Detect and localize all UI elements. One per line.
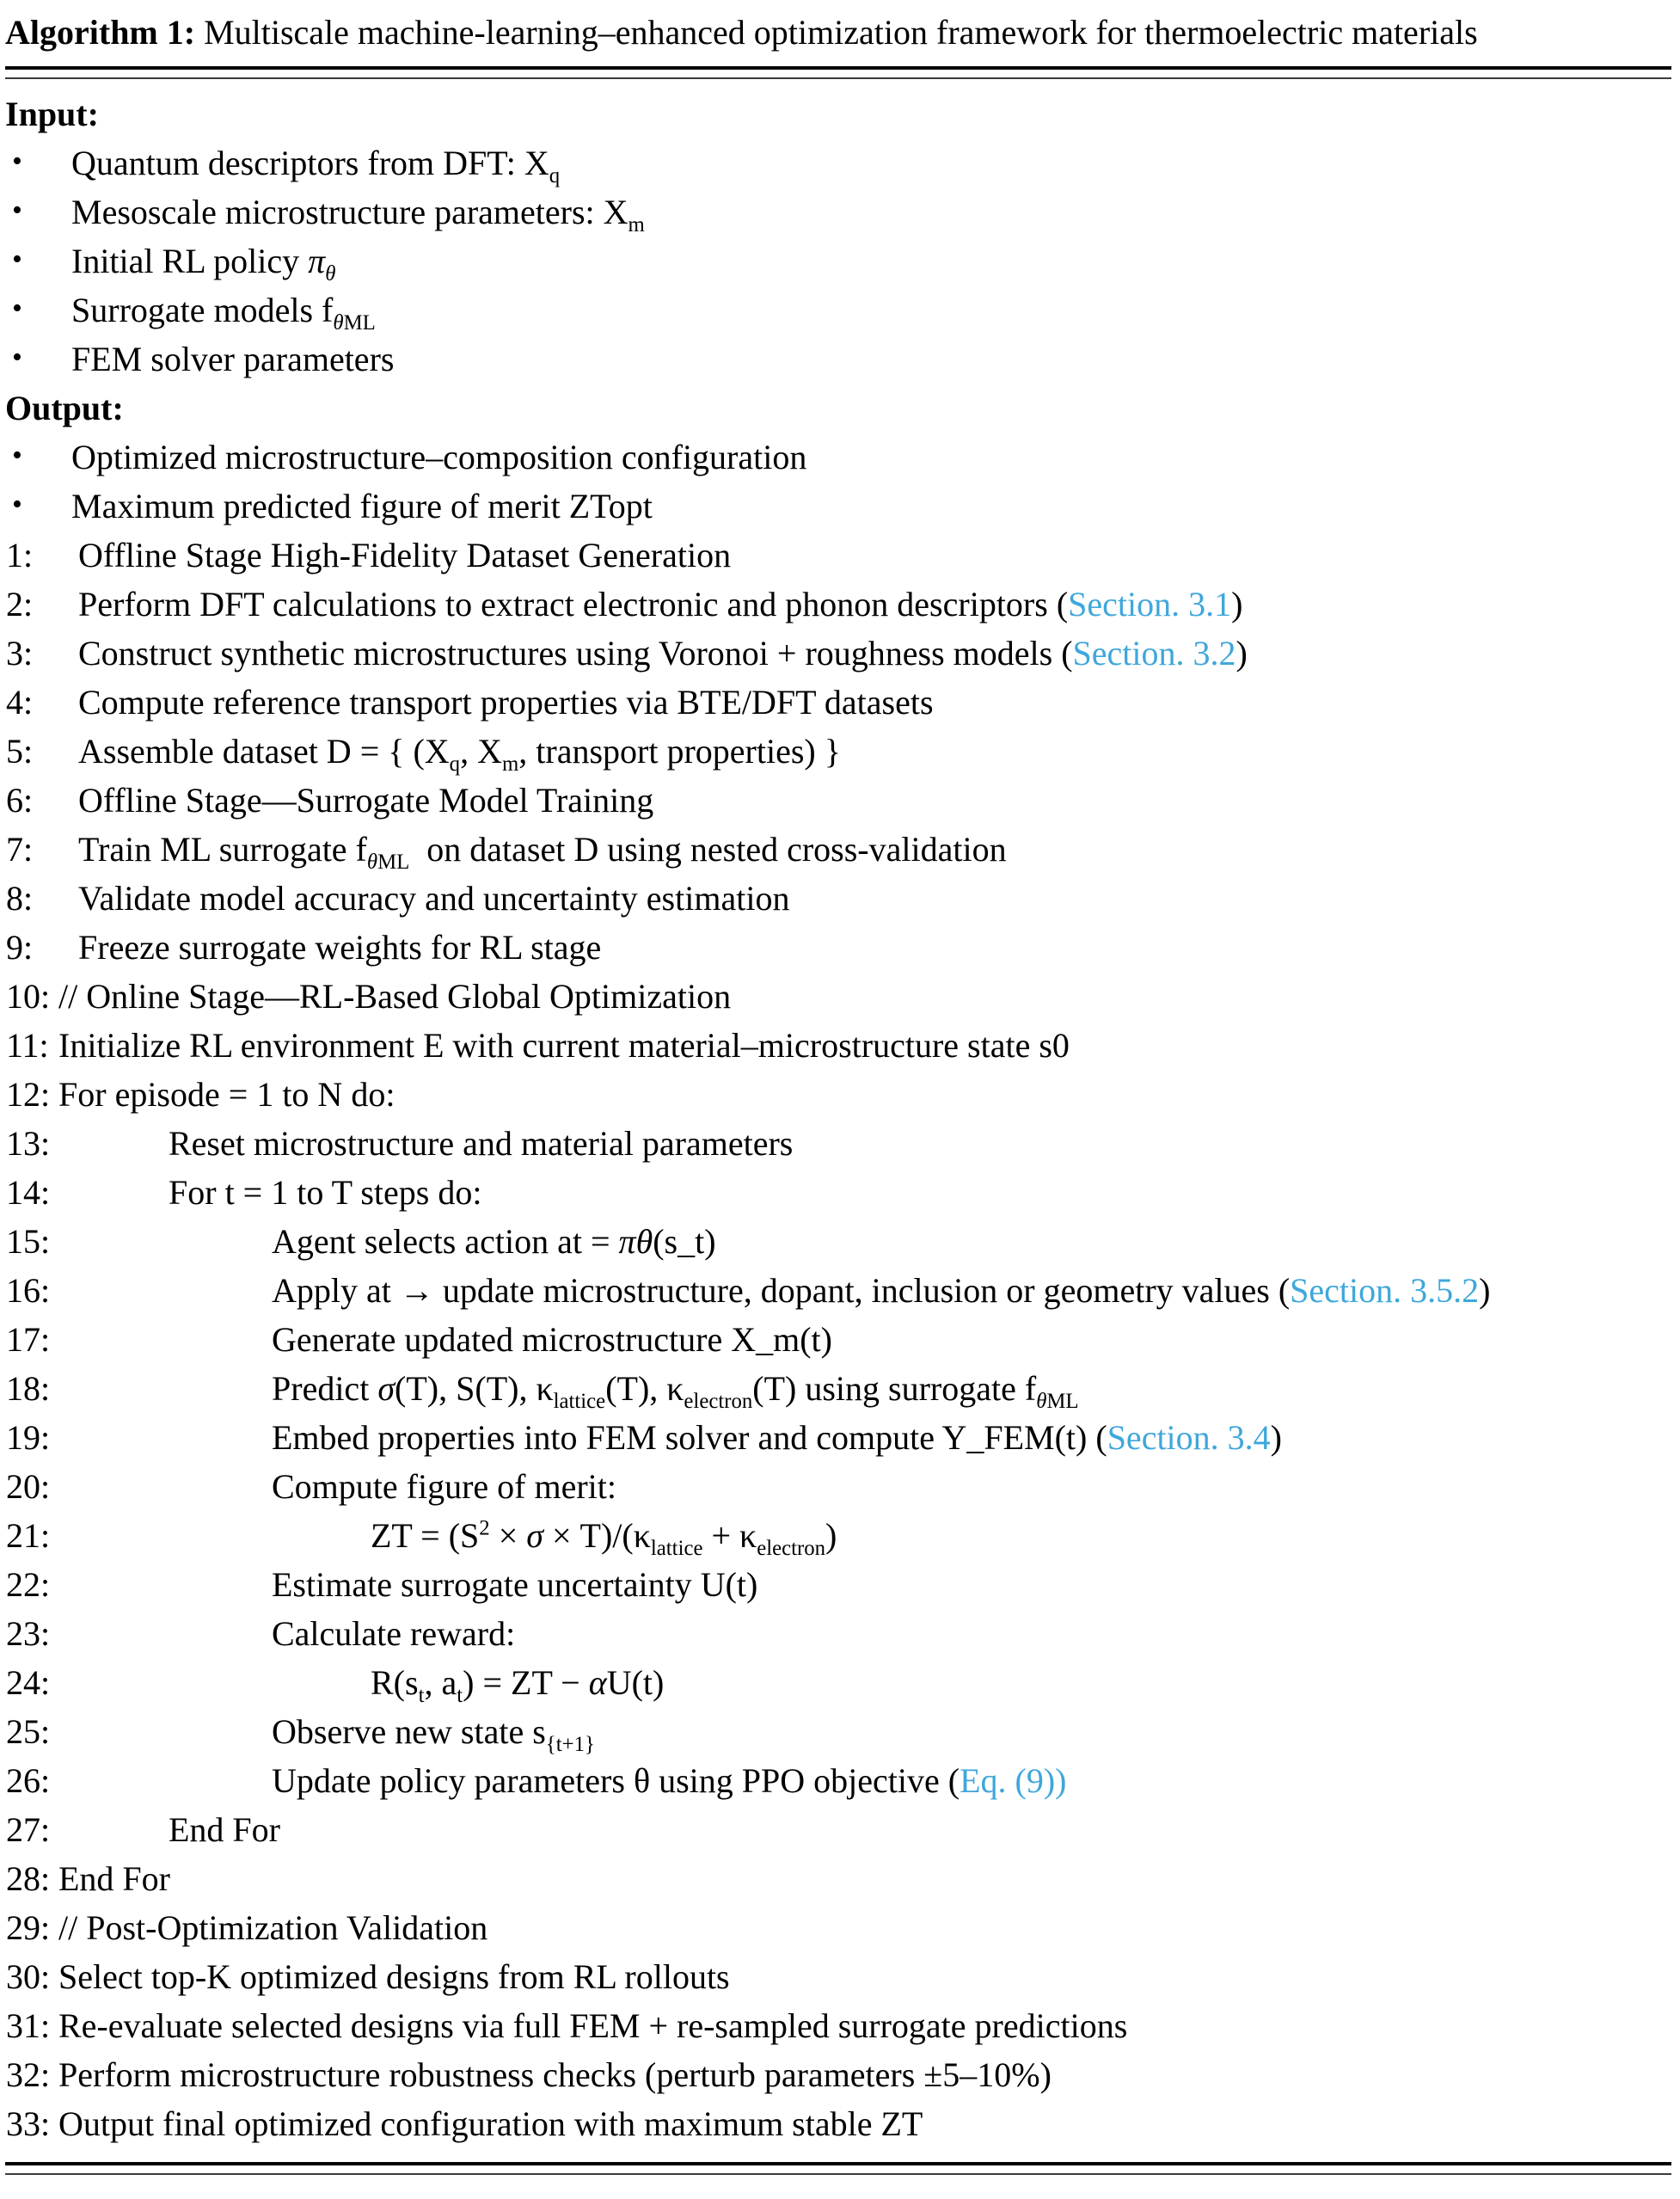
text-segment: Update policy parameters θ using PPO objective ( <box>272 1761 960 1800</box>
text-segment: Offline Stage—Surrogate Model Training <box>78 781 654 820</box>
algo-line-1 <box>5 531 1671 580</box>
text-segment: Mesoscale microstructure parameters: X <box>71 193 628 231</box>
algo-line-3 <box>5 629 1671 678</box>
algo-line-9 <box>5 923 1671 972</box>
line-number: 2: <box>6 585 34 623</box>
text-segment: Output final optimized configuration with maximum stable ZT <box>58 2104 923 2143</box>
text-segment: θ <box>325 262 336 286</box>
line-number: 3: <box>6 634 34 673</box>
text-segment: Initial RL policy <box>71 242 309 280</box>
text-segment: πθ <box>618 1222 653 1261</box>
algo-line-2 <box>5 580 1671 629</box>
line-number: 18: <box>6 1369 51 1408</box>
line-number: 7: <box>6 830 34 869</box>
algorithm-title <box>5 7 1671 58</box>
algo-line-23 <box>5 1609 1671 1658</box>
section-link[interactable]: Section. 3.2 <box>1072 634 1236 673</box>
line-number: 4: <box>6 683 34 722</box>
line-number: 8: <box>6 879 34 918</box>
algo-line-24 <box>5 1658 1671 1707</box>
line-number: 17: <box>6 1320 51 1359</box>
text-segment: (T), κ <box>605 1369 684 1408</box>
algo-line-17 <box>5 1315 1671 1364</box>
text-segment: t <box>457 1684 463 1707</box>
text-segment: End For <box>169 1810 280 1849</box>
line-number: 14: <box>6 1173 51 1212</box>
text-segment: ) <box>1231 585 1243 623</box>
text-segment: Maximum predicted figure of merit ZTopt <box>71 487 653 525</box>
text-segment: Perform DFT calculations to extract electronic and phonon descriptors ( <box>78 585 1069 623</box>
line-content <box>272 1413 1282 1462</box>
text-segment: Reset microstructure and material parameters <box>169 1124 794 1163</box>
text-segment: on dataset D using nested cross-validation <box>409 830 1007 869</box>
bullet-text <box>71 286 376 335</box>
text-segment: Train ML surrogate f <box>78 830 367 869</box>
line-number: 33: <box>6 2104 51 2143</box>
line-content <box>78 923 601 972</box>
line-content <box>272 1462 616 1511</box>
line-number: 20: <box>6 1467 51 1506</box>
text-segment: θ <box>333 311 344 335</box>
text-segment: End For <box>58 1859 170 1898</box>
text-segment: {t+1} <box>545 1733 595 1756</box>
algorithm-body <box>5 531 1671 2148</box>
bullet-text <box>71 335 394 384</box>
text-segment: Assemble dataset D = { (X <box>78 732 450 771</box>
bullet-text <box>71 482 653 531</box>
text-segment: U(t) <box>606 1663 665 1702</box>
text-segment: For episode = 1 to N do: <box>58 1075 395 1114</box>
text-segment: ) <box>1270 1418 1282 1457</box>
text-segment: electron <box>684 1390 753 1413</box>
algorithm-title-text: Multiscale machine-learning–enhanced optimization framework for thermoelectric materials <box>195 13 1478 52</box>
text-segment: (s_t) <box>653 1222 716 1261</box>
algo-line-21 <box>5 1511 1671 1560</box>
algo-line-28 <box>5 1854 1671 1903</box>
line-content <box>272 1364 1079 1413</box>
text-segment: Surrogate models f <box>71 291 334 329</box>
line-content <box>169 1119 793 1168</box>
line-number: 25: <box>6 1712 51 1751</box>
text-segment: ) <box>1235 634 1248 673</box>
text-segment: ) <box>1479 1271 1491 1310</box>
line-number: 21: <box>6 1516 51 1555</box>
section-link[interactable]: Section. 3.1 <box>1068 585 1232 623</box>
line-number: 28: <box>6 1859 51 1898</box>
line-content <box>78 776 653 825</box>
text-segment: Agent selects action at = <box>272 1222 619 1261</box>
line-content <box>78 531 731 580</box>
line-number: 9: <box>6 928 34 967</box>
text-segment: θ <box>366 851 378 874</box>
line-number: 19: <box>6 1418 51 1457</box>
text-segment: Quantum descriptors from DFT: X <box>71 144 549 182</box>
algo-line-19 <box>5 1413 1671 1462</box>
text-segment: Construct synthetic microstructures using Voronoi + roughness models ( <box>78 634 1073 673</box>
text-segment: R(s <box>371 1663 419 1702</box>
text-segment: Embed properties into FEM solver and compute Y_FEM(t) ( <box>272 1418 1107 1457</box>
line-content <box>272 1266 1490 1315</box>
text-segment: For t = 1 to T steps do: <box>169 1173 482 1212</box>
text-segment: lattice <box>553 1390 606 1413</box>
text-segment: Calculate reward: <box>272 1614 516 1653</box>
bullet-icon: • <box>12 292 22 324</box>
bullet-item <box>5 236 1671 286</box>
text-segment: Predict <box>272 1369 378 1408</box>
text-segment: Observe new state s <box>272 1712 546 1751</box>
text-segment: FEM solver parameters <box>71 340 395 378</box>
line-number: 6: <box>6 781 34 820</box>
text-segment: π <box>308 242 326 280</box>
bullet-text <box>71 433 806 482</box>
text-segment: Initialize RL environment E with current material–microstructure state s0 <box>58 1026 1070 1065</box>
line-content <box>78 825 1007 874</box>
algo-line-10 <box>5 972 1671 1021</box>
text-segment: σ <box>526 1516 543 1555</box>
algo-line-27 <box>5 1805 1671 1854</box>
text-segment: q <box>449 752 461 776</box>
line-number: 31: <box>6 2006 51 2045</box>
line-content <box>272 1315 832 1364</box>
line-number: 22: <box>6 1565 51 1604</box>
algo-line-20 <box>5 1462 1671 1511</box>
algo-line-22 <box>5 1560 1671 1609</box>
text-segment: ZT = (S <box>371 1516 480 1555</box>
bullet-item <box>5 138 1671 187</box>
line-content <box>371 1658 664 1707</box>
line-content <box>78 580 1242 629</box>
line-content <box>169 1168 481 1217</box>
output-list <box>5 433 1671 531</box>
algo-line-7 <box>5 825 1671 874</box>
text-segment: , transport properties) } <box>518 732 841 771</box>
section-link[interactable]: Section. 3.5.2 <box>1290 1271 1480 1310</box>
text-segment: + κ <box>702 1516 757 1555</box>
line-number: 32: <box>6 2055 51 2094</box>
text-segment: Perform microstructure robustness checks (perturb parameters ±5–10%) <box>58 2055 1052 2094</box>
text-segment: α <box>588 1663 607 1702</box>
line-number: 11: <box>6 1026 49 1065</box>
text-segment: ML <box>1046 1390 1079 1413</box>
text-segment: // Online Stage—RL-Based Global Optimization <box>58 977 732 1016</box>
input-header: Input: <box>5 95 99 133</box>
algo-line-8 <box>5 874 1671 923</box>
bullet-text <box>71 236 335 286</box>
line-number: 13: <box>6 1124 51 1163</box>
line-number: 12: <box>6 1075 51 1114</box>
algo-line-11 <box>5 1021 1671 1070</box>
line-content <box>58 1854 170 1903</box>
line-number: 23: <box>6 1614 51 1653</box>
text-segment: Compute reference transport properties via BTE/DFT datasets <box>78 683 934 722</box>
section-link[interactable]: Section. 3.4 <box>1107 1418 1271 1457</box>
line-content <box>58 2099 923 2148</box>
line-number: 5: <box>6 732 34 771</box>
text-segment: Offline Stage High-Fidelity Dataset Generation <box>78 536 732 574</box>
bullet-icon: • <box>12 341 22 373</box>
text-segment: Estimate surrogate uncertainty U(t) <box>272 1565 758 1604</box>
text-segment: Select top-K optimized designs from RL rollouts <box>58 1957 730 1996</box>
line-content <box>58 972 731 1021</box>
line-content <box>272 1707 595 1756</box>
bullet-icon: • <box>12 243 22 275</box>
line-content <box>78 874 789 923</box>
section-link[interactable]: Eq. (9)) <box>960 1761 1067 1800</box>
text-segment: , a <box>424 1663 457 1702</box>
text-segment: lattice <box>650 1537 703 1560</box>
text-segment: electron <box>757 1537 826 1560</box>
line-number: 16: <box>6 1271 51 1310</box>
line-number: 10: <box>6 977 51 1016</box>
bullet-icon: • <box>12 439 22 471</box>
text-segment: (T) using surrogate f <box>752 1369 1037 1408</box>
text-segment: θ <box>1036 1390 1047 1413</box>
bullet-item <box>5 286 1671 335</box>
text-segment: Apply at → update microstructure, dopant, inclusion or geometry values ( <box>272 1271 1291 1310</box>
line-content <box>371 1511 837 1560</box>
line-number: 24: <box>6 1663 51 1702</box>
bullet-item <box>5 482 1671 531</box>
top-double-rule <box>5 66 1671 79</box>
text-segment: , X <box>460 732 502 771</box>
algorithm-label: Algorithm 1: <box>5 13 196 52</box>
line-content <box>78 727 841 776</box>
text-segment: σ <box>377 1369 395 1408</box>
output-header: Output: <box>5 389 124 427</box>
algo-line-14 <box>5 1168 1671 1217</box>
text-segment: ML <box>377 851 410 874</box>
line-content <box>58 1952 730 2001</box>
text-segment: Optimized microstructure–composition configuration <box>71 438 807 476</box>
line-number: 27: <box>6 1810 51 1849</box>
algo-line-4 <box>5 678 1671 727</box>
text-segment: × <box>489 1516 527 1555</box>
text-segment: q <box>549 164 561 187</box>
line-content <box>272 1609 515 1658</box>
line-content <box>58 2050 1052 2099</box>
text-segment: ) <box>825 1516 837 1555</box>
bullet-text <box>71 138 560 187</box>
algo-line-31 <box>5 2001 1671 2050</box>
line-content <box>272 1560 757 1609</box>
algo-line-26 <box>5 1756 1671 1805</box>
line-content <box>272 1217 716 1266</box>
text-segment: ML <box>343 311 376 335</box>
line-content <box>58 2001 1127 2050</box>
bottom-double-rule <box>5 2162 1671 2175</box>
bullet-item <box>5 433 1671 482</box>
algo-line-30 <box>5 1952 1671 2001</box>
line-content <box>78 629 1248 678</box>
text-segment: m <box>501 752 519 776</box>
algo-line-12 <box>5 1070 1671 1119</box>
algo-line-25 <box>5 1707 1671 1756</box>
text-segment: t <box>418 1684 425 1707</box>
text-segment: Compute figure of merit: <box>272 1467 617 1506</box>
line-number: 26: <box>6 1761 51 1800</box>
line-content <box>272 1756 1066 1805</box>
input-list <box>5 138 1671 384</box>
text-segment: Freeze surrogate weights for RL stage <box>78 928 602 967</box>
text-segment: Generate updated microstructure X_m(t) <box>272 1320 832 1359</box>
algo-line-18 <box>5 1364 1671 1413</box>
bullet-icon: • <box>12 488 22 520</box>
line-content <box>78 678 934 727</box>
line-number: 29: <box>6 1908 51 1947</box>
text-segment: 2 <box>479 1516 490 1540</box>
text-segment: Re-evaluate selected designs via full FEM + re-sampled surrogate predictions <box>58 2006 1128 2045</box>
algo-line-33 <box>5 2099 1671 2148</box>
line-content <box>169 1805 280 1854</box>
algo-line-29 <box>5 1903 1671 1952</box>
algo-line-16 <box>5 1266 1671 1315</box>
text-segment: // Post-Optimization Validation <box>58 1908 488 1947</box>
line-number: 30: <box>6 1957 51 1996</box>
text-segment: (T), S(T), κ <box>395 1369 554 1408</box>
algo-line-15 <box>5 1217 1671 1266</box>
text-segment: ) = ZT − <box>463 1663 589 1702</box>
text-segment: × T)/(κ <box>543 1516 651 1555</box>
bullet-item <box>5 187 1671 236</box>
bullet-icon: • <box>12 145 22 177</box>
line-content <box>58 1070 395 1119</box>
line-content <box>58 1903 487 1952</box>
algo-line-5 <box>5 727 1671 776</box>
line-number: 15: <box>6 1222 51 1261</box>
bullet-icon: • <box>12 194 22 226</box>
algo-line-32 <box>5 2050 1671 2099</box>
algo-line-6 <box>5 776 1671 825</box>
algo-line-13 <box>5 1119 1671 1168</box>
text-segment: m <box>628 213 645 236</box>
bullet-text <box>71 187 645 236</box>
text-segment: Validate model accuracy and uncertainty estimation <box>78 879 790 918</box>
line-content <box>58 1021 1070 1070</box>
bullet-item <box>5 335 1671 384</box>
line-number: 1: <box>6 536 34 574</box>
